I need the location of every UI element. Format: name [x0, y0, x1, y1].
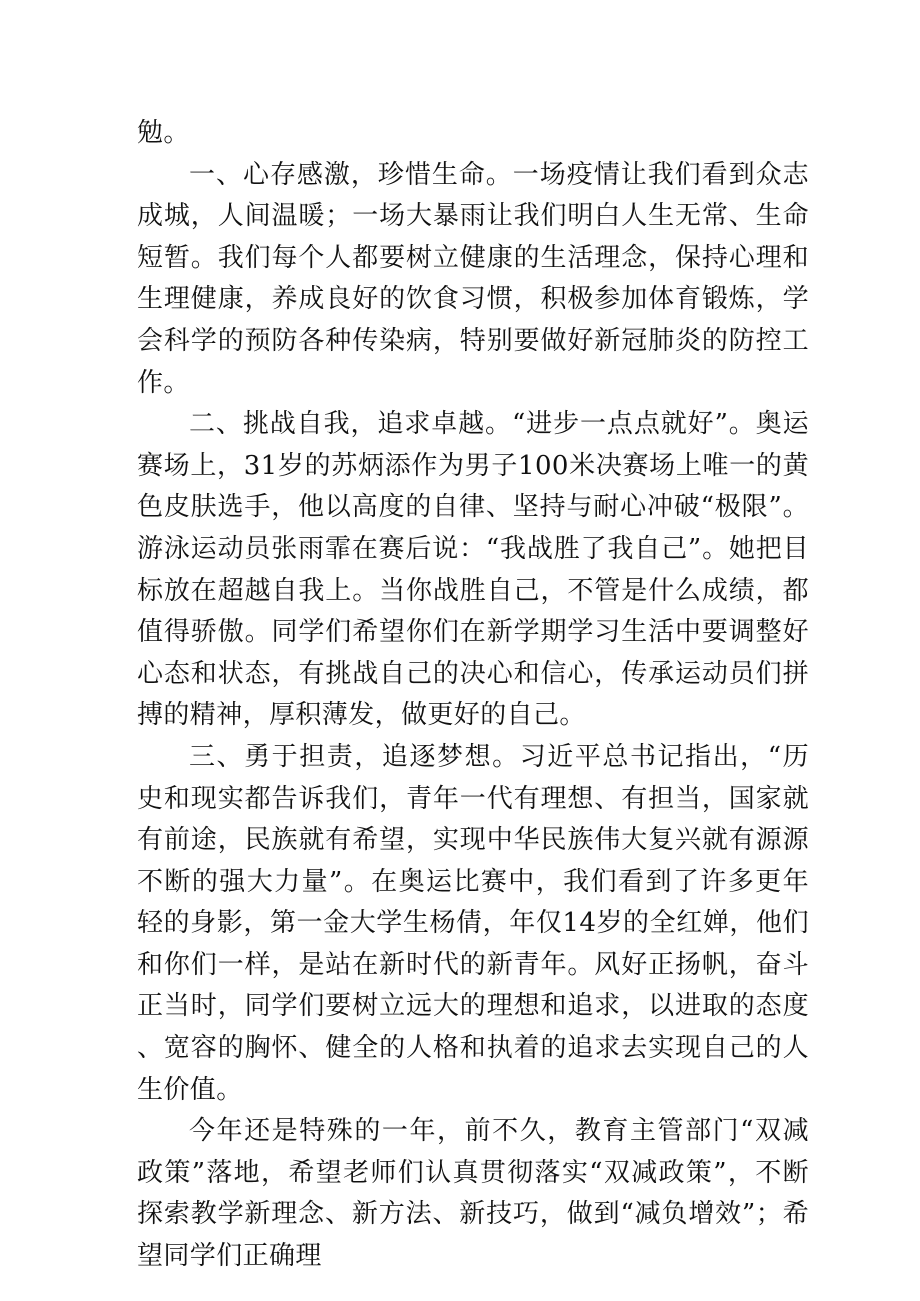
paragraph-point-two: 二、挑战自我，追求卓越。“进步一点点就好”。奥运赛场上，31岁的苏炳添作为男子100米决赛场上唯一的黄色皮肤选手，他以高度的自律、坚持与耐心冲破“极限”。游泳运动员张雨霏在赛后说：“我战胜了我自己”。她把目标放在超越自我上。当你战胜自己，不管是什么成绩，都值得骄傲。同学们希望你们在新学期学习生活中要调整好心态和状态，有挑战自己的决心和信心，传承运动员们拼搏的精神，厚积薄发，做更好的自己。: [137, 409, 809, 731]
paragraph-double-reduction: 今年还是特殊的一年，前不久，教育主管部门“双减政策”落地，希望老师们认真贯彻落实“双减政策”，不断探索教学新理念、新方法、新技巧，做到“减负增效”；希望同学们正确理: [137, 1116, 809, 1272]
document-body: [137, 113, 809, 1278]
paragraph-point-one: 一、心存感激，珍惜生命。一场疫情让我们看到众志成城，人间温暖；一场大暴雨让我们明白人生无常、生命短暂。我们每个人都要树立健康的生活理念，保持心理和生理健康，养成良好的饮食习惯，积极参加体育锻炼，学会科学的预防各种传染病，特别要做好新冠肺炎的防控工作。: [137, 159, 809, 398]
paragraph-point-three: 三、勇于担责，追逐梦想。习近平总书记指出，“历史和现实都告诉我们，青年一代有理想、有担当，国家就有前途，民族就有希望，实现中华民族伟大复兴就有源源不断的强大力量”。在奥运比赛中，我们看到了许多更年轻的身影，第一金大学生杨倩，年仅14岁的全红婵，他们和你们一样，是站在新时代的新青年。风好正扬帆，奋斗正当时，同学们要树立远大的理想和追求，以进取的态度、宽容的胸怀、健全的人格和执着的追求去实现自己的人生价值。: [137, 741, 809, 1105]
paragraph-continuation: 勉。: [137, 118, 190, 148]
